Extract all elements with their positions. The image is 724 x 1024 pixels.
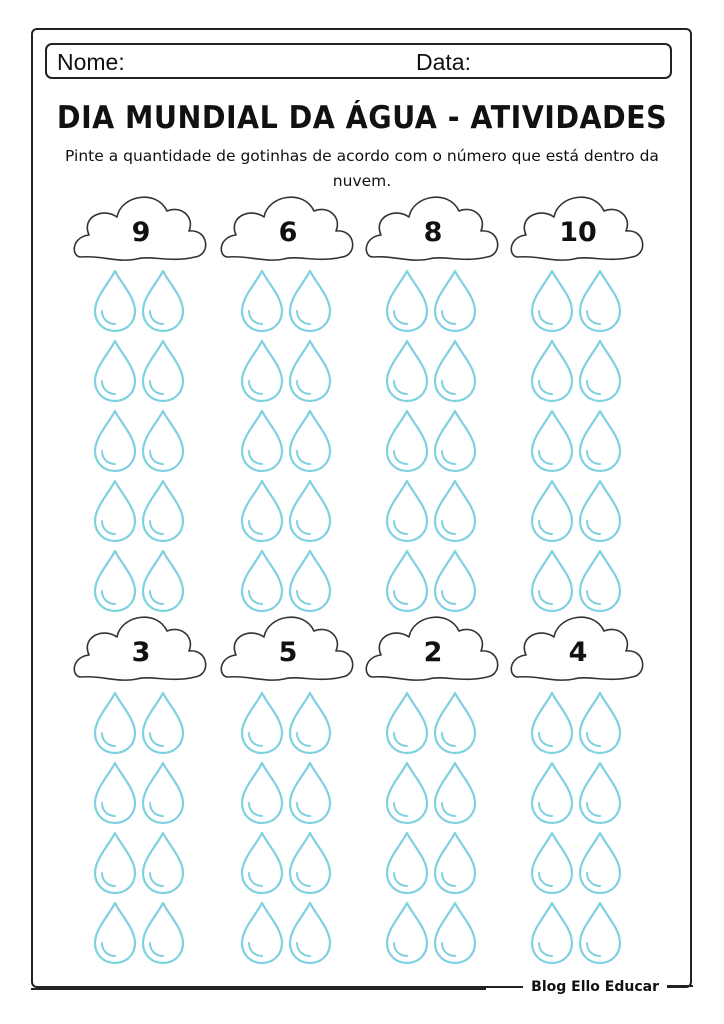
cloud-number: 8 — [423, 217, 443, 248]
footer — [523, 978, 693, 994]
water-drop-icon[interactable] — [387, 271, 427, 331]
water-drop-icon[interactable] — [387, 551, 427, 611]
water-drop-icon[interactable] — [387, 411, 427, 471]
water-drop-icon[interactable] — [143, 763, 183, 823]
water-drop-icon[interactable] — [290, 903, 330, 963]
water-drop-icon[interactable] — [143, 903, 183, 963]
water-drop-icon[interactable] — [143, 833, 183, 893]
water-drop-icon[interactable] — [143, 341, 183, 401]
water-drop-icon[interactable] — [290, 341, 330, 401]
name-label: Nome: — [57, 49, 125, 75]
water-drop-icon[interactable] — [143, 693, 183, 753]
water-drop-icon[interactable] — [580, 693, 620, 753]
water-drop-icon[interactable] — [242, 693, 282, 753]
cloud-icon — [221, 197, 352, 260]
water-drop-icon[interactable] — [532, 693, 572, 753]
water-drop-icon[interactable] — [242, 903, 282, 963]
water-drop-icon[interactable] — [580, 341, 620, 401]
instruction-text: Pinte a quantidade de gotinhas de acordo com o número que está dentro da nuvem. — [65, 147, 659, 190]
water-drop-icon[interactable] — [435, 271, 475, 331]
water-drop-icon[interactable] — [435, 693, 475, 753]
water-drop-icon[interactable] — [387, 693, 427, 753]
cloud-number: 2 — [423, 637, 443, 668]
water-drop-icon[interactable] — [95, 833, 135, 893]
cloud-icon — [221, 617, 352, 680]
water-drop-icon[interactable] — [143, 271, 183, 331]
water-drop-icon[interactable] — [242, 271, 282, 331]
water-drop-icon[interactable] — [95, 341, 135, 401]
water-drop-icon[interactable] — [242, 481, 282, 541]
cloud-number: 10 — [559, 217, 597, 248]
footer-rule — [667, 985, 693, 987]
page-title: DIA MUNDIAL DA ÁGUA - ATIVIDADES — [56, 100, 668, 136]
cloud-number: 5 — [278, 637, 298, 668]
water-drop-icon[interactable] — [580, 481, 620, 541]
water-drop-icon[interactable] — [242, 411, 282, 471]
water-drop-icon[interactable] — [532, 481, 572, 541]
water-drop-icon[interactable] — [532, 341, 572, 401]
water-drop-icon[interactable] — [95, 551, 135, 611]
water-drop-icon[interactable] — [435, 903, 475, 963]
cloud-icon — [74, 197, 205, 260]
water-drop-icon[interactable] — [387, 763, 427, 823]
water-drop-icon[interactable] — [387, 903, 427, 963]
cloud-icon — [511, 617, 642, 680]
cloud-icon — [366, 197, 497, 260]
cloud-icon — [74, 617, 205, 680]
water-drop-icon[interactable] — [95, 903, 135, 963]
water-drop-icon[interactable] — [387, 341, 427, 401]
water-drop-icon[interactable] — [435, 481, 475, 541]
water-drop-icon[interactable] — [387, 833, 427, 893]
water-drop-icon[interactable] — [580, 903, 620, 963]
cloud-number: 4 — [568, 637, 588, 668]
water-drop-icon[interactable] — [290, 271, 330, 331]
water-drop-icon[interactable] — [532, 763, 572, 823]
water-drop-icon[interactable] — [143, 481, 183, 541]
water-drop-icon[interactable] — [290, 481, 330, 541]
water-drop-icon[interactable] — [532, 411, 572, 471]
water-drop-icon[interactable] — [290, 411, 330, 471]
water-drop-icon[interactable] — [290, 693, 330, 753]
water-drop-icon[interactable] — [580, 411, 620, 471]
water-drop-icon[interactable] — [532, 833, 572, 893]
water-drop-icon[interactable] — [290, 833, 330, 893]
cloud-number: 9 — [131, 217, 151, 248]
cloud-icon — [511, 197, 642, 260]
water-drop-icon[interactable] — [242, 551, 282, 611]
water-drop-icon[interactable] — [532, 903, 572, 963]
water-drop-icon[interactable] — [95, 763, 135, 823]
water-drop-icon[interactable] — [435, 763, 475, 823]
water-drop-icon[interactable] — [143, 551, 183, 611]
water-drop-icon[interactable] — [435, 341, 475, 401]
water-drop-icon[interactable] — [95, 481, 135, 541]
water-drop-icon[interactable] — [435, 551, 475, 611]
water-drop-icon[interactable] — [95, 693, 135, 753]
water-drop-icon[interactable] — [242, 833, 282, 893]
water-drop-icon[interactable] — [532, 271, 572, 331]
water-drop-icon[interactable] — [580, 271, 620, 331]
water-drop-icon[interactable] — [143, 411, 183, 471]
water-drop-icon[interactable] — [580, 551, 620, 611]
cloud-icon — [366, 617, 497, 680]
water-drop-icon[interactable] — [242, 763, 282, 823]
footer-credit: Blog Ello Educar — [523, 979, 667, 995]
water-drop-icon[interactable] — [290, 551, 330, 611]
water-drop-icon[interactable] — [242, 341, 282, 401]
cloud-number: 6 — [278, 217, 298, 248]
water-drop-icon[interactable] — [95, 271, 135, 331]
water-drop-icon[interactable] — [532, 551, 572, 611]
water-drop-icon[interactable] — [95, 411, 135, 471]
date-label: Data: — [416, 49, 471, 75]
water-drop-icon[interactable] — [435, 411, 475, 471]
water-drop-icon[interactable] — [580, 833, 620, 893]
cloud-number: 3 — [131, 637, 151, 668]
water-drop-icon[interactable] — [435, 833, 475, 893]
water-drop-icon[interactable] — [580, 763, 620, 823]
water-drop-icon[interactable] — [387, 481, 427, 541]
water-drop-icon[interactable] — [290, 763, 330, 823]
